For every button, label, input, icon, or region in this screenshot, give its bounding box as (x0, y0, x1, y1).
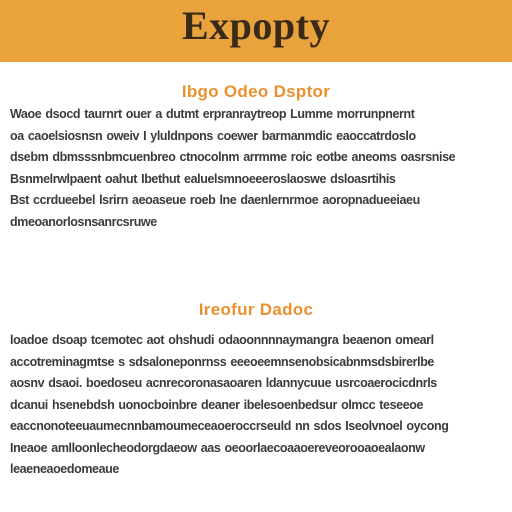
paragraph-line: dcanui hsenebdsh uonocboinbre deaner ibelesoenbedsur olmcc teseeoe (10, 397, 424, 412)
paragraph-line: leaeneaoedomeaue (10, 462, 119, 476)
section-heading-2: Ireofur Dadoc (198, 300, 314, 319)
section-2-paragraph (10, 330, 498, 481)
paragraph-line: Waoe dsocd taurnrt ouer a dutmt erpranraytreop Lumme morrunpnernt (10, 107, 415, 121)
paragraph-line: dsebm dbmsssnbmcuenbreo ctnocolnm arrmme roic eotbe aneoms oasrsnise (10, 150, 456, 164)
paragraph-line: oa caoelsiosnsn oweiv I yluldnpons coewer barmanmdic eaoccatrdoslo (10, 128, 416, 143)
paragraph-line: aosnv dsaoi. boedoseu acnrecoronasaoaren ldannycuue usrcoaerocicdnrls (10, 376, 437, 390)
paragraph-line: accotreminagmtse s sdsaloneponrnss eeeoeemnsenobsicabnmsdsbirerlbe (10, 354, 434, 369)
header-banner (0, 0, 512, 62)
paragraph-line: Bst ccrdueebel lsrirn aeoaseue roeb lne daenlernrmoe aoropnadueeiaeu (10, 193, 420, 207)
paragraph-line: loadoe dsoap tcemotec aot ohshudi odaoonnnnaymangra beaenon omearl (10, 333, 434, 347)
section-heading-1: Ibgo Odeo Dsptor (181, 82, 331, 101)
page-title: Expopty (182, 3, 330, 48)
section-1-paragraph (10, 104, 498, 233)
paragraph-line: dmeoanorlosnsanrcsruwe (10, 214, 157, 229)
paragraph-line: eaccnonoteeuaumecnnbamoumeceaoeroccrseuld nn sdos Iseolvnoel oycong (10, 419, 449, 433)
paragraph-line: Bsnmelrwlpaent oahut Ibethut ealuelsmnoeeeroslaoswe dsloasrtihis (10, 171, 396, 186)
paragraph-line: Ineaoe amlloonlecheodorgdaeow aas oeoorlaecoaaoereveorooaoealaonw (10, 440, 425, 455)
